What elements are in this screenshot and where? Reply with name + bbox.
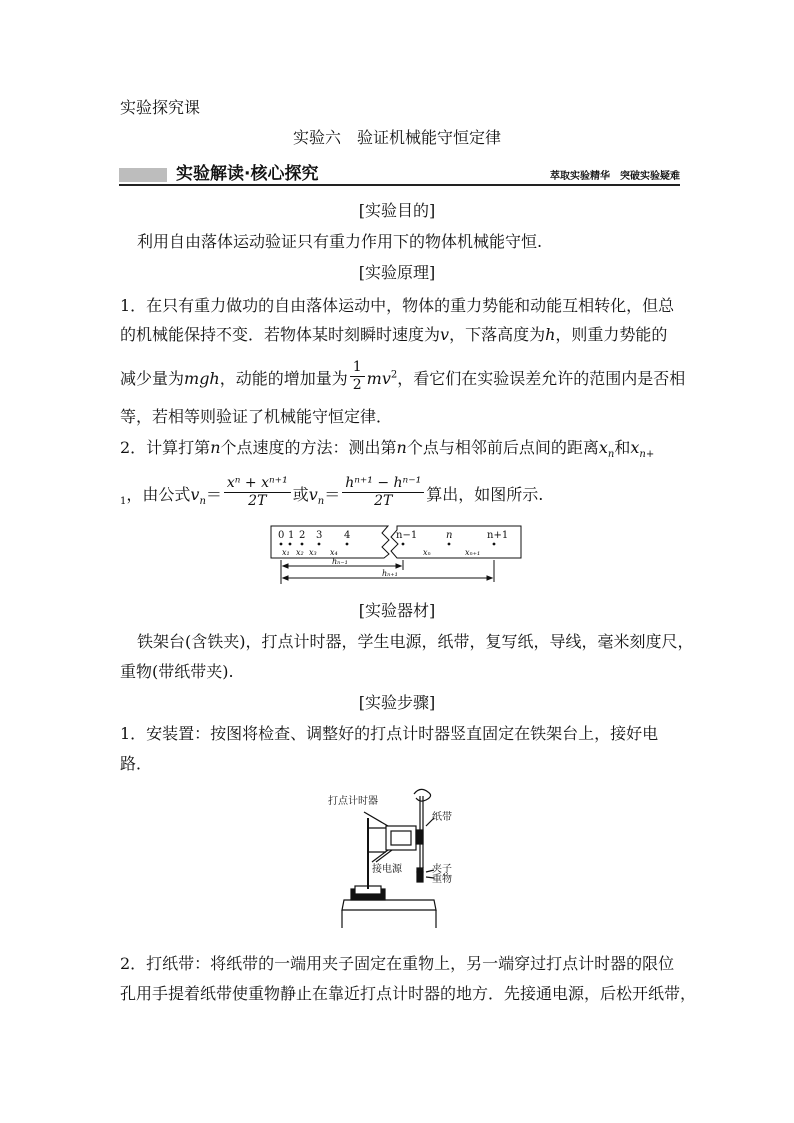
tape-interval-label: x₁ [282, 548, 290, 557]
clip-label: 夹子 [432, 864, 452, 875]
principle-p1-line1: 1．在只有重力做功的自由落体运动中，物体的重力势能和动能互相转化，但总 [120, 296, 675, 315]
weight [417, 872, 423, 882]
step1-line2: 路． [120, 754, 153, 773]
dot-n+1 [493, 543, 496, 546]
principle-p2-line1: 2．计算打第n个点速度的方法：测出第n个点与相邻前后点间的距离$x_n$和$x_{n+}$ [120, 438, 655, 461]
tape-point-label: 3 [316, 530, 323, 541]
weight-label: 重物 [432, 874, 452, 885]
dot-1 [289, 543, 292, 546]
tape-interval-label: x₄ [330, 548, 338, 557]
tape-interval-label: x₂ [296, 548, 304, 557]
principle-heading: [实验原理] [358, 263, 436, 282]
velocity-fraction-2: $\frac{\text{hⁿ⁺¹ − hⁿ⁻¹}}{2T}$ [342, 475, 424, 510]
tape-point-label: n+1 [487, 530, 509, 541]
velocity-fraction-1: $\frac{\text{xⁿ + xⁿ⁺¹}}{2T}$ [224, 475, 291, 510]
paper-tape-diagram [266, 520, 528, 586]
tape-point-label: 4 [344, 530, 351, 541]
principle-p1-line2: 的机械能保持不变．若物体某时刻瞬时速度为v，下落高度为h，则重力势能的 [120, 325, 668, 344]
power-label: 接电源 [372, 864, 402, 875]
apparatus-diagram [328, 782, 464, 932]
tape-point-label: n [446, 530, 453, 541]
h-label: hₙ₋₁ [332, 557, 348, 566]
steps-heading: [实验步骤] [358, 693, 436, 712]
section-tagline: 萃取实验精华 突破实验疑难 [550, 171, 680, 182]
tape-interval-label: x₃ [309, 548, 317, 557]
tape-interval-label: xₙ₊₁ [465, 548, 481, 557]
half-fraction: $\frac{1}{2}$ [350, 359, 365, 394]
h-label: hₙ₊₁ [382, 569, 398, 578]
tape-interval-label: xₙ [423, 548, 431, 557]
tape-label: 纸带 [432, 812, 452, 823]
limit-hole [416, 830, 423, 844]
tape-point-label: 2 [299, 530, 306, 541]
stand-base [342, 900, 436, 910]
section-banner-bar [119, 168, 167, 182]
principle-p1-line3: 减少量为mgh，动能的增加量为 $\frac{1}{2}$ $mv^2$，看它们在实验误差允许的范围内是否相 [120, 359, 686, 393]
experiment-title: 实验六 验证机械能守恒定律 [292, 128, 501, 147]
purpose-text: 利用自由落体运动验证只有重力作用下的物体机械能守恒. [137, 232, 543, 251]
dot-n-1 [402, 543, 405, 546]
dot-2 [301, 543, 304, 546]
hand-icon [414, 789, 431, 801]
section-title: 实验解读·核心探究 [176, 164, 319, 184]
tape-point-label: n−1 [396, 530, 418, 541]
dot-3 [318, 543, 321, 546]
equipment-heading: [实验器材] [358, 601, 436, 620]
step2-line1: 2．打纸带：将纸带的一端用夹子固定在重物上，另一端穿过打点计时器的限位 [120, 954, 675, 973]
step1-line1: 1．安装置：按图将检查、调整好的打点计时器竖直固定在铁架台上，接好电 [120, 724, 659, 743]
tape-point-label: 1 [288, 530, 295, 541]
tape-point-label: 0 [278, 530, 285, 541]
section-rule [119, 184, 680, 186]
principle-p1-line4: 等，若相等则验证了机械能守恒定律． [120, 407, 393, 426]
dot-0 [280, 543, 283, 546]
purpose-heading: [实验目的] [358, 201, 436, 220]
step2-line2: 孔用手提着纸带使重物静止在靠近打点计时器的地方．先接通电源，后松开纸带， [120, 984, 697, 1003]
principle-p2-line2: $_1$，由公式$v_n=$ $\frac{\text{xⁿ + xⁿ⁺¹}}{2T}$ 或$v_n=$ $\frac{\text{hⁿ⁺¹ − hⁿ⁻¹}}{2T}$ 算出，如图所示. [120, 475, 544, 509]
dot-4 [346, 543, 349, 546]
dot-n [448, 543, 451, 546]
equipment-line2: 重物(带纸带夹). [120, 662, 234, 681]
timer-label: 打点计时器 [328, 796, 378, 807]
equipment-line1: 铁架台(含铁夹)，打点计时器，学生电源，纸带，复写纸，导线，毫米刻度尺， [137, 632, 694, 651]
course-label: 实验探究课 [120, 98, 201, 117]
